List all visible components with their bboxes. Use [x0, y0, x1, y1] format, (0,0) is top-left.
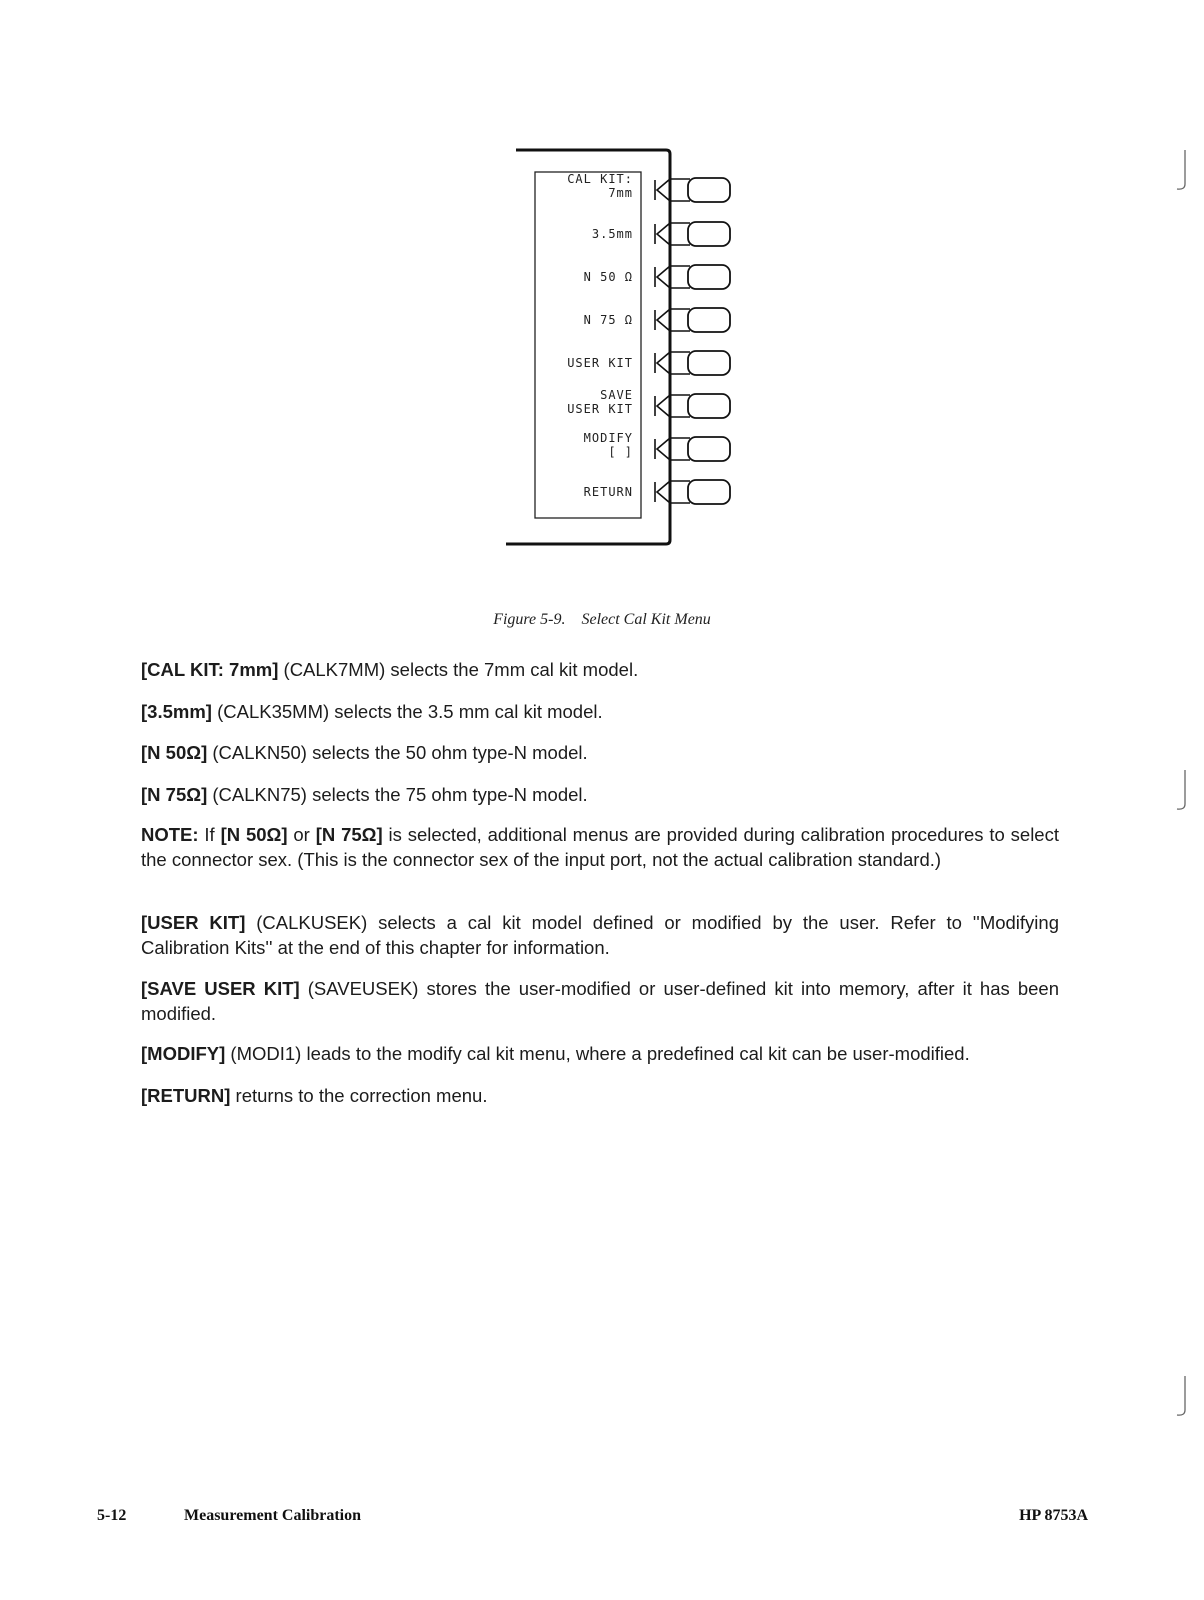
para-save-user-kit: [SAVE USER KIT] (SAVEUSEK) stores the user-modified or user-defined kit into memory, after it has been modified.	[141, 978, 1059, 1024]
softkey-button[interactable]	[655, 394, 730, 418]
softkey-pointer-icon	[655, 438, 670, 460]
softkey-pointer-icon	[655, 179, 670, 201]
footer-page-number: 5-12	[97, 1507, 127, 1524]
softkey-ref: [USER KIT]	[141, 912, 246, 933]
softkey-button[interactable]	[655, 480, 730, 504]
softkey-stem	[670, 352, 690, 374]
softkey-pointer-icon	[655, 352, 670, 374]
para-n75: [N 75Ω] (CALKN75) selects the 75 ohm type-N model.	[141, 784, 588, 805]
softkey-stem	[670, 266, 690, 288]
softkey-label: SAVE USER KIT	[567, 388, 633, 416]
binder-hole-mark	[1168, 1376, 1192, 1420]
softkey-pointer-icon	[655, 223, 670, 245]
softkey-label: N 50 Ω	[583, 270, 633, 284]
softkey-ref: [N 50Ω]	[220, 824, 288, 845]
softkey-ref: [CAL KIT: 7mm]	[141, 659, 279, 680]
softkey-stem	[670, 395, 690, 417]
binder-hole-mark	[1168, 770, 1192, 814]
softkey-cap[interactable]	[688, 265, 730, 289]
softkey-cap[interactable]	[688, 437, 730, 461]
select-cal-kit-menu-figure	[0, 0, 1204, 600]
figure-caption	[0, 611, 1204, 629]
figure-title: Select Cal Kit Menu	[581, 611, 711, 628]
softkey-cap[interactable]	[688, 351, 730, 375]
softkey-ref: [SAVE USER KIT]	[141, 978, 300, 999]
softkey-stem	[670, 223, 690, 245]
para-cal-kit-7mm: [CAL KIT: 7mm] (CALK7MM) selects the 7mm cal kit model.	[141, 659, 639, 680]
softkey-label: CAL KIT: 7mm	[567, 172, 633, 200]
footer-section-title: Measurement Calibration	[184, 1507, 362, 1524]
softkey-pointer-icon	[655, 309, 670, 331]
para-modify: [MODIFY] (MODI1) leads to the modify cal kit menu, where a predefined cal kit can be user-modified.	[141, 1043, 970, 1064]
softkey-label: N 75 Ω	[583, 313, 633, 327]
para-return: [RETURN] returns to the correction menu.	[141, 1085, 488, 1106]
softkey-cap[interactable]	[688, 394, 730, 418]
softkey-cap[interactable]	[688, 222, 730, 246]
softkey-ref: [N 50Ω]	[141, 742, 208, 763]
para-3-5mm: [3.5mm] (CALK35MM) selects the 3.5 mm cal kit model.	[141, 701, 603, 722]
softkey-ref: [N 75Ω]	[315, 824, 383, 845]
softkey-ref: [RETURN]	[141, 1085, 231, 1106]
softkey-stem	[670, 438, 690, 460]
softkey-stem	[670, 481, 690, 503]
softkey-cap[interactable]	[688, 308, 730, 332]
softkey-pointer-icon	[655, 481, 670, 503]
softkey-label: RETURN	[583, 485, 633, 499]
softkey-stem	[670, 309, 690, 331]
softkey-pointer-icon	[655, 266, 670, 288]
para-user-kit: [USER KIT] (CALKUSEK) selects a cal kit model defined or modified by the user. Refer to ''Modifying Calibration Kits'' at the end of this chapter for information.	[141, 912, 1059, 958]
figure-number: Figure 5-9.	[493, 611, 566, 628]
footer-product-name: HP 8753A	[1019, 1507, 1088, 1524]
softkey-label: USER KIT	[567, 356, 633, 370]
softkey-cap[interactable]	[688, 480, 730, 504]
softkey-button[interactable]	[655, 351, 730, 375]
para-n50: [N 50Ω] (CALKN50) selects the 50 ohm type-N model.	[141, 742, 588, 763]
para-note: NOTE: If [N 50Ω] or [N 75Ω] is selected, additional menus are provided during calibration procedures to select the connector sex. (This is the connector sex of the input port, not the actual calibration standard.)	[141, 824, 1059, 870]
softkey-label: 3.5mm	[591, 227, 633, 241]
softkey-button[interactable]	[655, 308, 730, 332]
note-label: NOTE:	[141, 824, 199, 845]
softkey-ref: [N 75Ω]	[141, 784, 208, 805]
softkey-cap[interactable]	[688, 178, 730, 202]
binder-hole-mark	[1168, 150, 1192, 194]
menu-screen-box	[535, 172, 641, 518]
softkey-button[interactable]	[655, 222, 730, 246]
softkey-ref: [MODIFY]	[141, 1043, 226, 1064]
softkey-ref: [3.5mm]	[141, 701, 212, 722]
softkey-button[interactable]	[655, 437, 730, 461]
softkey-button[interactable]	[655, 178, 730, 202]
softkey-label: MODIFY [ ]	[583, 431, 633, 459]
softkey-button[interactable]	[655, 265, 730, 289]
softkey-pointer-icon	[655, 395, 670, 417]
softkey-stem	[670, 179, 690, 201]
